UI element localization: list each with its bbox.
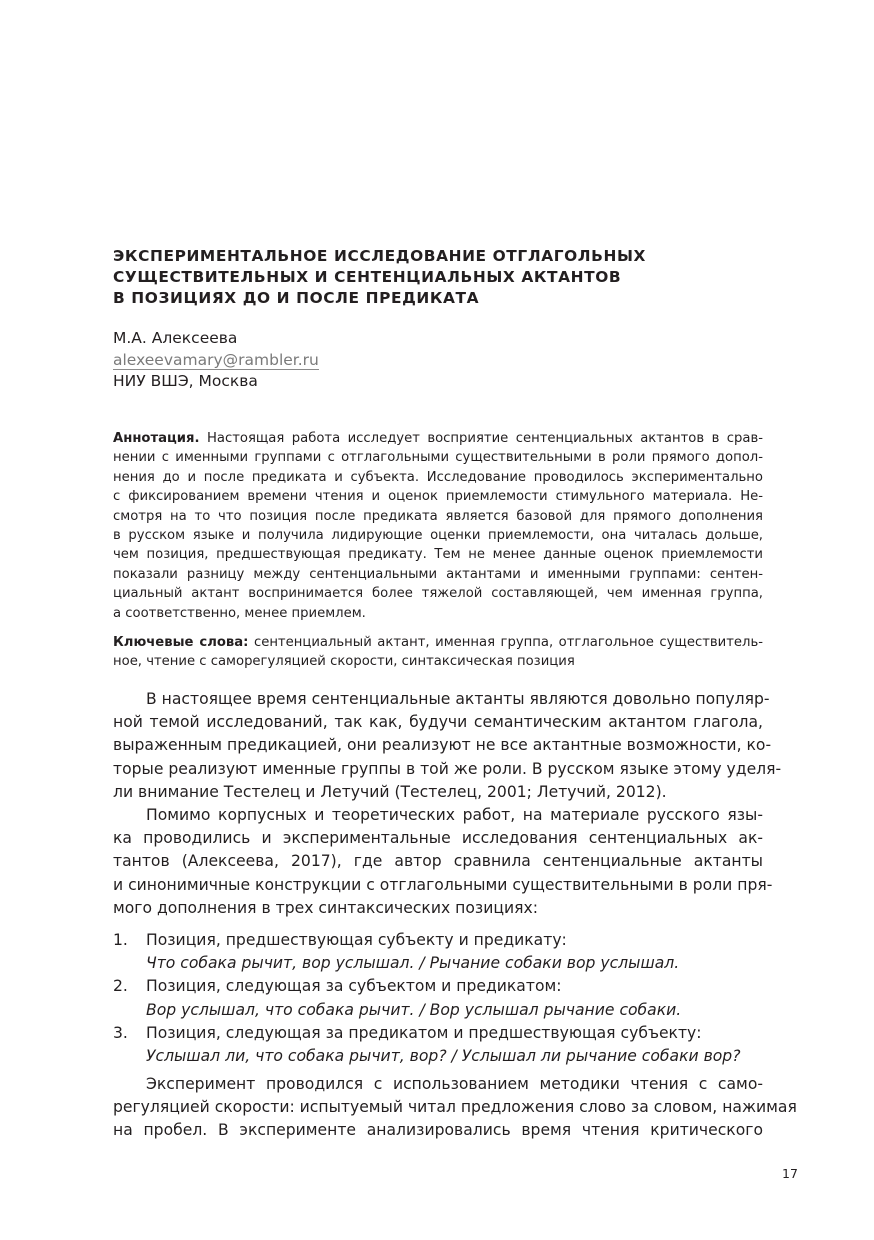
author-block <box>113 328 319 393</box>
abstract-text: Настоящая работа исследует восприятие сентенциальных актантов в срав- <box>199 431 763 446</box>
abstract-line: в русском языке и получила лидирующие оценки приемлемости, она читалась дольше, <box>113 527 763 543</box>
abstract-line <box>113 429 763 448</box>
positions-list <box>113 929 763 1068</box>
list-item <box>113 975 763 1021</box>
title-line: СУЩЕСТВИТЕЛЬНЫХ И СЕНТЕНЦИАЛЬНЫХ АКТАНТОВ <box>113 268 622 286</box>
abstract-line: нения до и после предиката и субъекта. Исследование проводилось экспериментально <box>113 469 763 485</box>
keywords-line <box>113 633 763 652</box>
list-heading: Позиция, предшествующая субъекту и предикату: <box>146 931 567 949</box>
paragraph-line: регуляцией скорости: испытуемый читал предложения слово за словом, нажимая <box>113 1098 797 1117</box>
abstract-line: нении с именными группами с отглагольными существительными в роли прямого допол- <box>113 450 763 466</box>
paragraph-line: ка проводились и экспериментальные исследования сентенциальных ак- <box>113 829 763 848</box>
keywords-line: ное, чтение с саморегуляцией скорости, синтаксическая позиция <box>113 654 575 670</box>
paragraph-line: тантов (Алексеева, 2017), где автор сравнила сентенциальные актанты <box>113 852 763 871</box>
paragraph-line: В настоящее время сентенциальные актанты являются довольно популяр- <box>146 690 770 708</box>
paragraph-line: и синонимичные конструкции с отглагольными существительными в роли пря- <box>113 875 773 894</box>
list-example: Услышал ли, что собака рычит, вор? / Услышал ли рычание собаки вор? <box>146 1047 741 1066</box>
keywords-label: Ключевые слова: <box>113 635 249 650</box>
title-line: ЭКСПЕРИМЕНТАЛЬНОЕ ИССЛЕДОВАНИЕ ОТГЛАГОЛЬНЫХ <box>113 247 647 265</box>
list-item <box>113 1022 763 1068</box>
body-paragraph-2 <box>113 804 773 920</box>
abstract-line: показали разницу между сентенциальными актантами и именными группами: сентен- <box>113 566 763 582</box>
body-paragraph-1 <box>113 688 782 804</box>
abstract-line: чем позиция, предшествующая предикату. Тем не менее данные оценок приемлемости <box>113 547 763 563</box>
list-example: Вор услышал, что собака рычит. / Вор услышал рычание собаки. <box>146 1000 682 1019</box>
page-number: 17 <box>782 1166 798 1181</box>
paragraph-line: Помимо корпусных и теоретических работ, на материале русского язы- <box>146 806 763 824</box>
paragraph-line: ной темой исследований, так как, будучи семантическим актантом глагола, <box>113 713 763 732</box>
paragraph-line: торые реализуют именные группы в той же роли. В русском языке этому уделя- <box>113 759 782 778</box>
title-line: В ПОЗИЦИЯХ ДО И ПОСЛЕ ПРЕДИКАТА <box>113 289 480 307</box>
author-email-link[interactable]: alexeevamary@rambler.ru <box>113 350 319 369</box>
paragraph-line: ли внимание Тестелец и Летучий (Тестелец, 2001; Летучий, 2012). <box>113 782 667 801</box>
list-number: 2. <box>113 977 128 996</box>
list-heading: Позиция, следующая за предикатом и предшествующая субъекту: <box>146 1023 702 1042</box>
paragraph-line: на пробел. В эксперименте анализировались время чтения критического <box>113 1121 763 1140</box>
paragraph-line: выраженным предикацией, они реализуют не все актантные возможности, ко- <box>113 736 772 755</box>
author-name: М.А. Алексеева <box>113 329 238 347</box>
paragraph-line: Эксперимент проводился с использованием методики чтения с само- <box>146 1075 763 1093</box>
list-heading: Позиция, следующая за субъектом и предикатом: <box>146 977 562 996</box>
list-item <box>113 929 763 975</box>
abstract-line: циальный актант воспринимается более тяжелой составляющей, чем именная группа, <box>113 586 763 602</box>
list-example: Что собака рычит, вор услышал. / Рычание собаки вор услышал. <box>146 954 680 973</box>
keywords <box>113 633 763 672</box>
body-paragraph-3 <box>113 1073 797 1143</box>
keywords-text: сентенциальный актант, именная группа, отглагольное существитель- <box>248 635 763 650</box>
article-title <box>113 246 713 309</box>
list-number: 3. <box>113 1023 128 1042</box>
abstract-line: смотря на то что позиция после предиката является базовой для прямого дополнения <box>113 508 763 524</box>
author-affiliation: НИУ ВШЭ, Москва <box>113 372 258 390</box>
paragraph-line: мого дополнения в трех синтаксических позициях: <box>113 898 538 917</box>
abstract <box>113 429 763 623</box>
abstract-line: с фиксированием времени чтения и оценок приемлемости стимульного материала. Не- <box>113 489 763 505</box>
list-number: 1. <box>113 931 128 949</box>
abstract-line: а соответственно, менее приемлем. <box>113 605 366 621</box>
abstract-label: Аннотация. <box>113 431 200 446</box>
